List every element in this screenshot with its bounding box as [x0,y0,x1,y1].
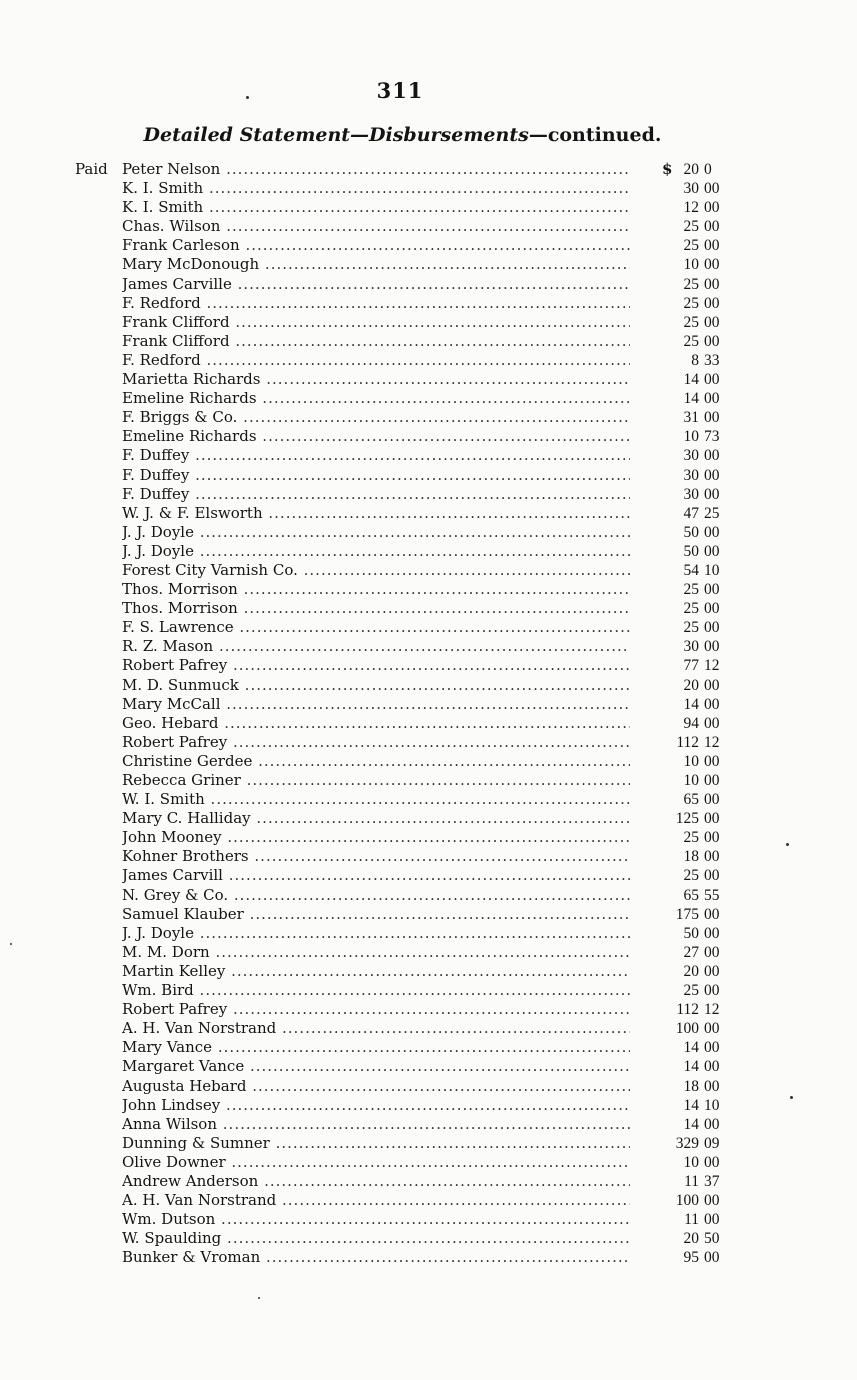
payee-name: Augusta Hebard ..... [122,1077,630,1096]
ledger-row [0,466,857,485]
payee-name: Mary McDonough ..... [122,255,630,274]
ledger-row [0,1191,857,1210]
amount-cents: 00 [704,218,720,236]
amount-cents: 00 [704,600,720,618]
ledger-row [0,618,857,637]
payee-name: R. Z. Mason ..... [122,637,630,656]
amount-cents: 50 [704,1230,720,1248]
amount-cents: 00 [704,275,720,293]
amount-dollars: 77 [683,657,699,675]
ledger-row [0,198,857,217]
amount-cents: 00 [704,791,720,809]
amount-dollars: 10 [683,1153,699,1171]
heading-continued: —continued. [528,124,662,146]
amount-cents: 12 [704,657,720,675]
payee-name: Emeline Richards ..... [122,389,630,408]
ledger-row [0,561,857,580]
amount-cents: 00 [704,390,720,408]
amount-dollars: 8 [691,351,699,369]
currency-symbol: $ [662,160,673,178]
amount-dollars: 50 [683,542,699,560]
amount-cents: 00 [704,905,720,923]
amount-dollars: 12 [683,199,699,217]
amount-dollars: 25 [683,237,699,255]
amount-cents: 00 [704,1211,720,1229]
amount-cents: 00 [704,962,720,980]
payee-name: Thos. Morrison ..... [122,580,630,599]
amount-dollars: 25 [683,829,699,847]
payee-name: Bunker & Vroman ..... [122,1248,630,1267]
amount-cents: 00 [704,371,720,389]
ledger-row [0,924,857,943]
amount-cents: 00 [704,447,720,465]
payee-name: Emeline Richards ..... [122,427,630,446]
ledger-row [0,886,857,905]
payee-name: Robert Pafrey ..... [122,1000,630,1019]
ledger-row [0,1038,857,1057]
ledger-row [0,294,857,313]
payee-name: Margaret Vance ..... [122,1057,630,1076]
payee-name: F. Duffey ..... [122,466,630,485]
amount-cents: 00 [704,619,720,637]
payee-name: A. H. Van Norstrand ..... [122,1019,630,1038]
amount-dollars: 50 [683,523,699,541]
ledger-row [0,866,857,885]
payee-name: A. H. Van Norstrand ..... [122,1191,630,1210]
amount-cents: 09 [704,1134,720,1152]
payee-name: Chas. Wilson ..... [122,217,630,236]
payee-name: Robert Pafrey ..... [122,733,630,752]
ledger-row [0,1248,857,1267]
ledger-row [0,943,857,962]
payee-name: Geo. Hebard ..... [122,714,630,733]
payee-name: W. Spaulding ..... [122,1229,630,1248]
ledger-row [0,656,857,675]
amount-cents: 00 [704,924,720,942]
amount-cents: 00 [704,332,720,350]
ledger-row [0,809,857,828]
amount-cents: 00 [704,199,720,217]
ledger-row [0,332,857,351]
amount-cents: 33 [704,351,720,369]
amount-dollars: 11 [684,1211,699,1229]
amount-dollars: 27 [683,943,699,961]
amount-dollars: 30 [683,485,699,503]
amount-dollars: 25 [683,218,699,236]
amount-dollars: 175 [675,905,699,923]
amount-dollars: 30 [683,447,699,465]
amount-cents: 00 [704,772,720,789]
amount-cents: 00 [704,1077,720,1095]
amount-cents: 00 [704,313,720,331]
payee-name: Marietta Richards ..... [122,370,630,389]
amount-cents: 00 [704,1153,720,1171]
amount-dollars: 25 [683,600,699,618]
payee-name: M. D. Sunmuck ..... [122,676,630,695]
ledger-row [0,408,857,427]
amount-cents: 10 [704,1096,720,1114]
amount-dollars: 94 [683,714,699,732]
payee-name: N. Grey & Co. ..... [122,886,630,905]
amount-cents: 00 [704,1115,720,1133]
page-number: 311 [376,78,424,103]
amount-cents: 00 [704,523,720,541]
amount-cents: 00 [704,1020,720,1038]
ledger-row [0,275,857,294]
amount-cents: 12 [704,1001,720,1019]
payee-name: James Carvill ..... [122,866,630,885]
ledger-row [0,1057,857,1076]
amount-cents: 00 [704,485,720,503]
payee-name: Olive Downer ..... [122,1153,630,1172]
ledger-row [0,446,857,465]
amount-dollars: 25 [683,313,699,331]
amount-dollars: 54 [683,561,699,579]
payee-name: Anna Wilson ..... [122,1115,630,1134]
ledger-row [0,504,857,523]
payee-name: Mary McCall ..... [122,695,630,714]
paid-label: Paid [75,160,108,178]
amount-dollars: 47 [683,504,699,522]
amount-dollars: 20 [683,1230,699,1248]
amount-cents: 00 [704,829,720,847]
amount-dollars: 25 [683,275,699,293]
amount-cents: 10 [704,561,720,579]
amount-cents: 00 [704,867,720,885]
amount-dollars: 30 [683,180,699,198]
ledger-row [0,1077,857,1096]
amount-dollars: 10 [683,752,699,770]
ledger-row [0,752,857,771]
ledger-row [0,695,857,714]
amount-dollars: 329 [675,1134,699,1152]
amount-dollars: 14 [683,695,699,713]
amount-cents: 00 [704,695,720,713]
ink-speck [258,1297,260,1299]
ledger-row [0,790,857,809]
ledger-row [0,637,857,656]
payee-name: F. Redford ..... [122,294,630,313]
ledger-row [0,676,857,695]
amount-dollars: 18 [683,848,699,866]
payee-name: Dunning & Sumner ..... [122,1134,630,1153]
disbursement-ledger [0,160,857,1267]
amount-cents: 00 [704,256,720,274]
ledger-row [0,1134,857,1153]
amount-cents: 00 [704,1039,720,1057]
ledger-row [0,389,857,408]
ledger-row [0,962,857,981]
ink-speck [246,96,249,99]
amount-dollars: 11 [684,1172,699,1190]
amount-cents: 00 [704,466,720,484]
amount-cents: 00 [704,409,720,427]
payee-name: Rebecca Griner ..... [122,771,630,790]
payee-name: Andrew Anderson ..... [122,1172,630,1191]
ledger-row [0,255,857,274]
payee-name: Mary Vance ..... [122,1038,630,1057]
ledger-row [0,1000,857,1019]
heading-title: Detailed Statement—Disbursements [143,124,529,146]
amount-dollars: 100 [675,1192,699,1210]
payee-name: M. M. Dorn ..... [122,943,630,962]
amount-dollars: 95 [683,1249,699,1267]
amount-dollars: 14 [683,1039,699,1057]
amount-dollars: 25 [683,294,699,312]
payee-name: J. J. Doyle ..... [122,542,630,561]
amount-cents: 00 [704,982,720,1000]
amount-cents: 00 [704,180,720,198]
amount-cents: 00 [704,542,720,560]
payee-name: W. I. Smith ..... [122,790,630,809]
amount-dollars: 18 [683,1077,699,1095]
ledger-row [0,217,857,236]
payee-name: F. Duffey ..... [122,485,630,504]
amount-dollars: 31 [683,409,699,427]
ink-speck [786,843,789,846]
payee-name: F. S. Lawrence ..... [122,618,630,637]
amount-cents: 37 [704,1172,720,1190]
payee-name: Frank Clifford ..... [122,332,630,351]
payee-name: F. Briggs & Co. ..... [122,408,630,427]
ledger-row [0,847,857,866]
ledger-row [0,905,857,924]
ledger-row [0,351,857,370]
amount-cents: 00 [704,638,720,656]
ledger-row [0,1172,857,1191]
ink-speck [790,1096,793,1099]
amount-dollars: 112 [676,733,699,751]
payee-name: J. J. Doyle ..... [122,523,630,542]
payee-name: Samuel Klauber ..... [122,905,630,924]
ledger-row [0,313,857,332]
amount-cents: 00 [704,1058,720,1076]
payee-name: Frank Carleson ..... [122,236,630,255]
payee-name: W. J. & F. Elsworth ..... [122,504,630,523]
amount-cents: 73 [704,428,720,446]
payee-name: Martin Kelley ..... [122,962,630,981]
amount-cents: 00 [704,752,720,770]
ledger-row [0,1019,857,1038]
payee-name: Thos. Morrison ..... [122,599,630,618]
payee-name: John Mooney ..... [122,828,630,847]
payee-name: K. I. Smith ..... [122,179,630,198]
amount-dollars: 10 [683,428,699,446]
amount-cents: 00 [704,848,720,866]
amount-dollars: 25 [683,867,699,885]
amount-dollars: 125 [675,810,699,828]
payee-name: Peter Nelson ..... [122,160,630,179]
payee-name: F. Redford ..... [122,351,630,370]
payee-name: Robert Pafrey ..... [122,656,630,675]
ledger-row [0,485,857,504]
amount-dollars: 14 [683,1115,699,1133]
amount-dollars: 20 [683,161,699,178]
payee-name: Wm. Bird ..... [122,981,630,1000]
amount-dollars: 20 [683,962,699,980]
ledger-row [0,370,857,389]
payee-name: K. I. Smith ..... [122,198,630,217]
amount-dollars: 14 [683,390,699,408]
amount-dollars: 10 [683,256,699,274]
ledger-row [0,523,857,542]
amount-dollars: 14 [683,1096,699,1114]
payee-name: Kohner Brothers ..... [122,847,630,866]
amount-dollars: 100 [675,1020,699,1038]
payee-name: Christine Gerdee ..... [122,752,630,771]
ledger-row [0,1115,857,1134]
ink-speck [10,943,12,945]
amount-dollars: 112 [676,1001,699,1019]
amount-cents: 0 [704,161,712,178]
amount-dollars: 50 [683,924,699,942]
ledger-row [0,1153,857,1172]
amount-dollars: 65 [683,886,699,904]
ledger-row [0,981,857,1000]
amount-cents: 00 [704,1249,720,1267]
ledger-row [0,236,857,255]
amount-dollars: 14 [683,371,699,389]
ledger-row [0,1096,857,1115]
ledger-row [0,714,857,733]
amount-dollars: 20 [683,676,699,694]
amount-dollars: 10 [683,772,699,789]
amount-dollars: 25 [683,619,699,637]
ledger-row [0,771,857,790]
amount-cents: 00 [704,581,720,599]
ledger-row [0,542,857,561]
amount-dollars: 25 [683,982,699,1000]
ledger-row [0,733,857,752]
amount-cents: 00 [704,943,720,961]
payee-name: Mary C. Halliday ..... [122,809,630,828]
payee-name: Wm. Dutson ..... [122,1210,630,1229]
amount-cents: 00 [704,714,720,732]
ledger-row [0,1210,857,1229]
amount-cents: 25 [704,504,720,522]
amount-cents: 00 [704,1192,720,1210]
amount-cents: 12 [704,733,720,751]
amount-cents: 00 [704,810,720,828]
payee-name: Forest City Varnish Co. ..... [122,561,630,580]
page-heading [0,124,805,146]
ledger-row [0,160,857,179]
ledger-row [0,580,857,599]
ledger-row [0,427,857,446]
payee-name: Frank Clifford ..... [122,313,630,332]
amount-dollars: 25 [683,332,699,350]
amount-dollars: 30 [683,466,699,484]
ledger-row [0,1229,857,1248]
amount-dollars: 30 [683,638,699,656]
ledger-row [0,179,857,198]
amount-cents: 00 [704,676,720,694]
payee-name: James Carville ..... [122,275,630,294]
ledger-row [0,828,857,847]
ledger-row [0,599,857,618]
payee-name: John Lindsey ..... [122,1096,630,1115]
payee-name: F. Duffey ..... [122,446,630,465]
amount-cents: 00 [704,237,720,255]
amount-cents: 00 [704,294,720,312]
amount-dollars: 65 [683,791,699,809]
amount-cents: 55 [704,886,720,904]
payee-name: J. J. Doyle ..... [122,924,630,943]
amount-dollars: 25 [683,581,699,599]
amount-dollars: 14 [683,1058,699,1076]
